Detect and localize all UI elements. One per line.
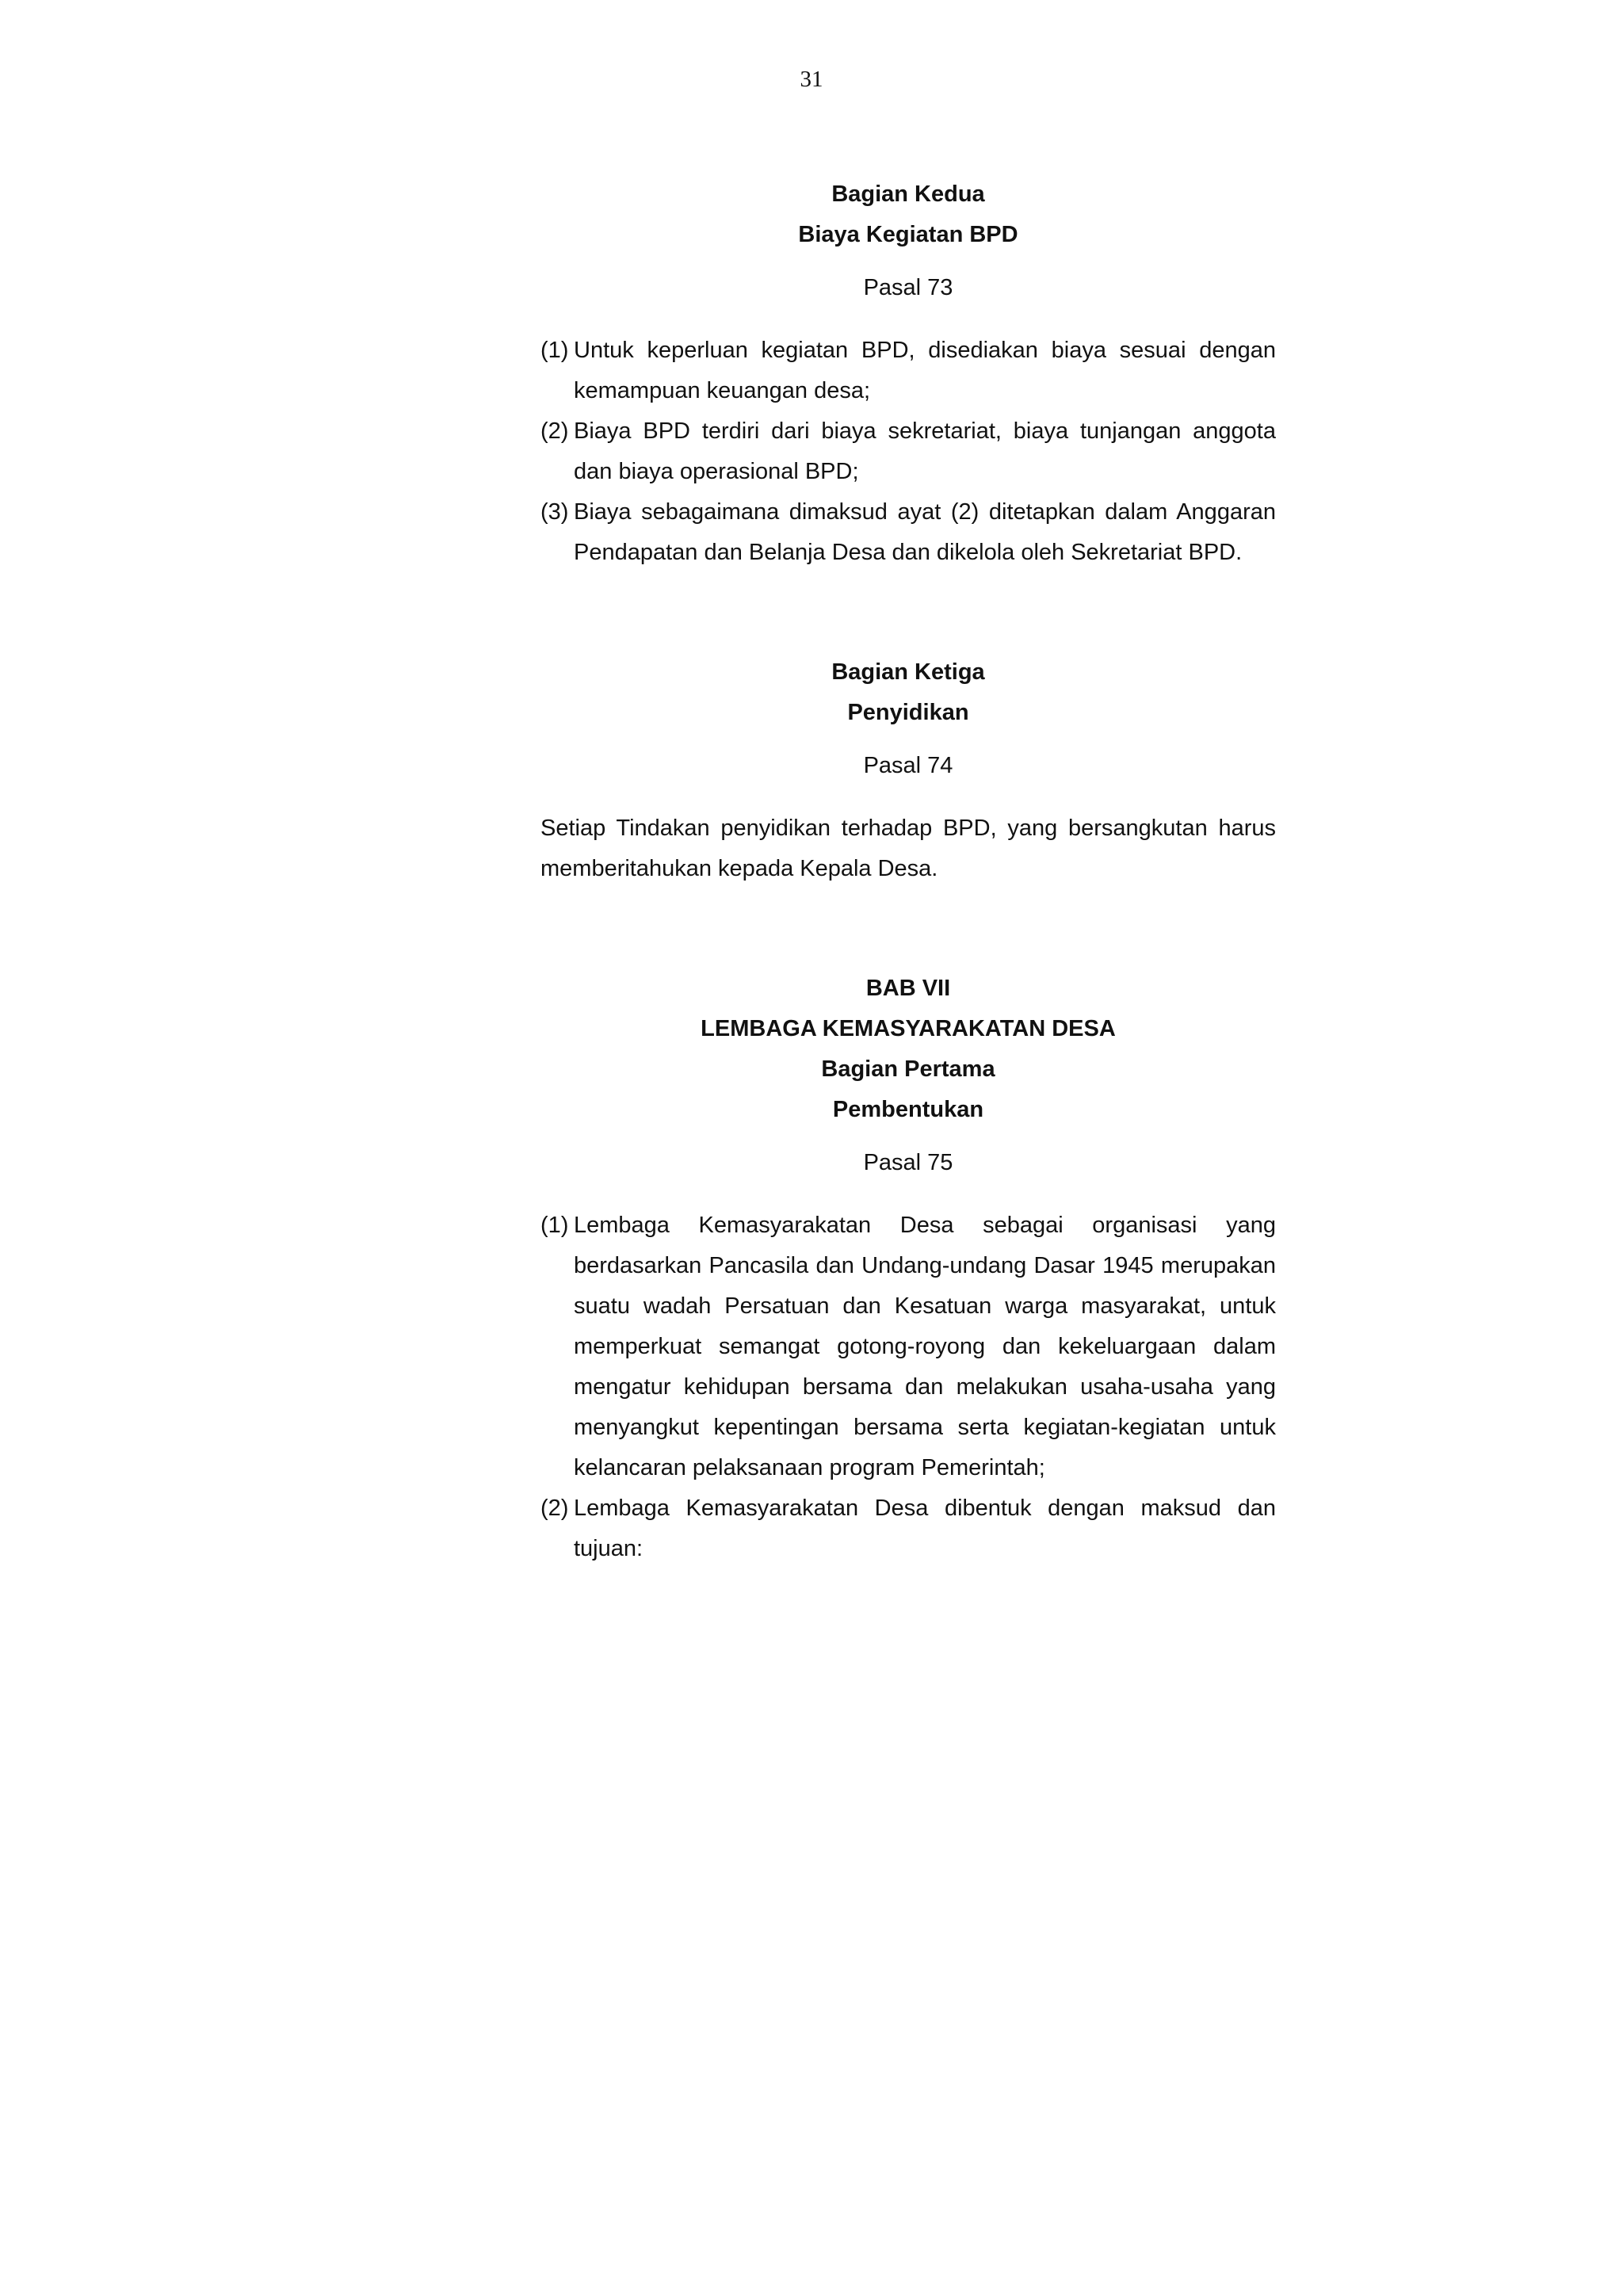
list-text: Untuk keperluan kegiatan BPD, disediakan biaya sesuai dengan kemampuan keuangan desa; bbox=[574, 338, 1276, 403]
document-body bbox=[540, 174, 1276, 1569]
paragraph: Setiap Tindakan penyidikan terhadap BPD, yang bersangkutan harus memberitahukan kepada Kepala Desa. bbox=[540, 816, 1276, 881]
list-item bbox=[540, 411, 1276, 492]
section-subheading: Pembentukan bbox=[832, 1097, 984, 1122]
list-item bbox=[540, 1205, 1276, 1488]
section-subheading: Biaya Kegiatan BPD bbox=[798, 222, 1018, 247]
section-bagian-kedua bbox=[540, 174, 1276, 573]
section-subheading: Penyidikan bbox=[847, 700, 969, 725]
section-heading: Bagian Ketiga bbox=[831, 659, 985, 685]
pasal-title: Pasal 74 bbox=[863, 753, 953, 778]
list-item bbox=[540, 1488, 1276, 1569]
section-spacer bbox=[540, 889, 1276, 968]
list-text: Lembaga Kemasyarakatan Desa sebagai organisasi yang berdasarkan Pancasila dan Undang-undang Dasar 1945 merupakan suatu wadah Persatuan dan Kesatuan warga masyarakat, untuk memperkuat semangat gotong-royong dan kekeluargaan dalam mengatur kehidupan bersama dan melakukan usaha-usaha yang menyangkut kepentingan bersama serta kegiatan-kegiatan untuk kelancaran pelaksanaan program Pemerintah; bbox=[574, 1213, 1276, 1480]
list-number: (2) bbox=[540, 418, 569, 444]
pasal-title: Pasal 75 bbox=[863, 1150, 953, 1175]
list-item bbox=[540, 330, 1276, 411]
list-text: Lembaga Kemasyarakatan Desa dibentuk dengan maksud dan tujuan: bbox=[574, 1496, 1276, 1561]
pasal-title: Pasal 73 bbox=[863, 275, 953, 300]
chapter-heading: BAB VII bbox=[865, 976, 951, 1001]
list-item bbox=[540, 492, 1276, 573]
section-bagian-ketiga bbox=[540, 652, 1276, 889]
list-number: (1) bbox=[540, 1213, 569, 1238]
page-number: 31 bbox=[800, 67, 823, 92]
list-number: (3) bbox=[540, 499, 569, 525]
list-number: (2) bbox=[540, 1496, 569, 1521]
chapter-title: LEMBAGA KEMASYARAKATAN DESA bbox=[701, 1016, 1116, 1041]
list-number: (1) bbox=[540, 338, 569, 363]
section-heading: Bagian Kedua bbox=[831, 181, 985, 207]
list-text: Biaya BPD terdiri dari biaya sekretariat, biaya tunjangan anggota dan biaya operasional BPD; bbox=[574, 418, 1276, 484]
section-bab-vii bbox=[540, 968, 1276, 1569]
section-spacer bbox=[540, 573, 1276, 652]
section-heading: Bagian Pertama bbox=[821, 1056, 995, 1082]
list-text: Biaya sebagaimana dimaksud ayat (2) ditetapkan dalam Anggaran Pendapatan dan Belanja Desa dan dikelola oleh Sekretariat BPD. bbox=[574, 499, 1276, 565]
